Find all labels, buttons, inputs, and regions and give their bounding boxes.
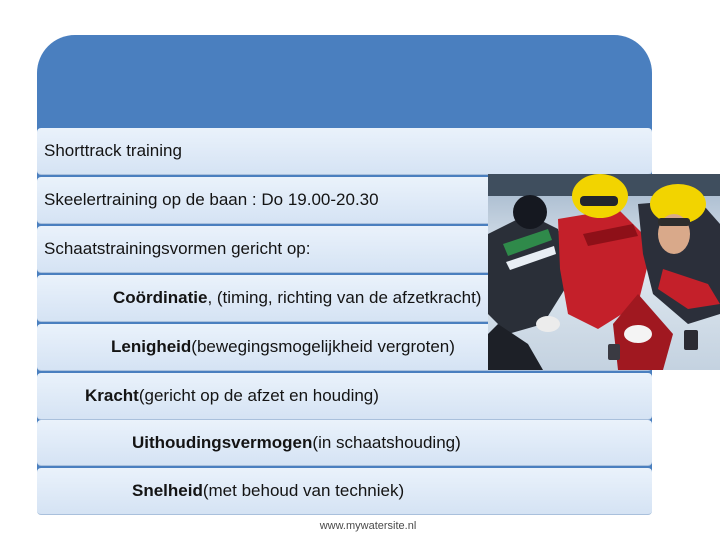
item-text: (gericht op de afzet en houding)	[138, 386, 379, 405]
item-bold: Kracht	[85, 386, 139, 405]
list-item-snelheid	[37, 468, 652, 515]
item-bold: Lenigheid	[111, 337, 192, 356]
skaters-photo	[488, 174, 720, 370]
item-text: (met behoud van techniek)	[202, 481, 405, 500]
skaters-illustration	[488, 174, 720, 370]
item-bold: Uithoudingsvermogen	[132, 432, 313, 452]
list-item-uithouding	[37, 420, 652, 466]
item-text: Skeelertraining op de baan : Do 19.00-20.30	[44, 190, 379, 209]
footer-url: www.mywatersite.nl	[319, 520, 417, 532]
list-item-kracht	[37, 373, 652, 420]
item-text: (in schaatshouding)	[312, 432, 461, 452]
list-item-shorttrack	[37, 128, 652, 175]
item-text: Schaatstrainingsvormen gericht op:	[44, 239, 311, 258]
item-text: Shorttrack training	[44, 141, 182, 160]
item-text: (bewegingsmogelijkheid vergroten)	[191, 337, 455, 356]
item-bold: Coördinatie	[113, 288, 208, 307]
item-text: , (timing, richting van de afzetkracht)	[207, 288, 482, 307]
item-bold: Snelheid	[132, 481, 203, 500]
